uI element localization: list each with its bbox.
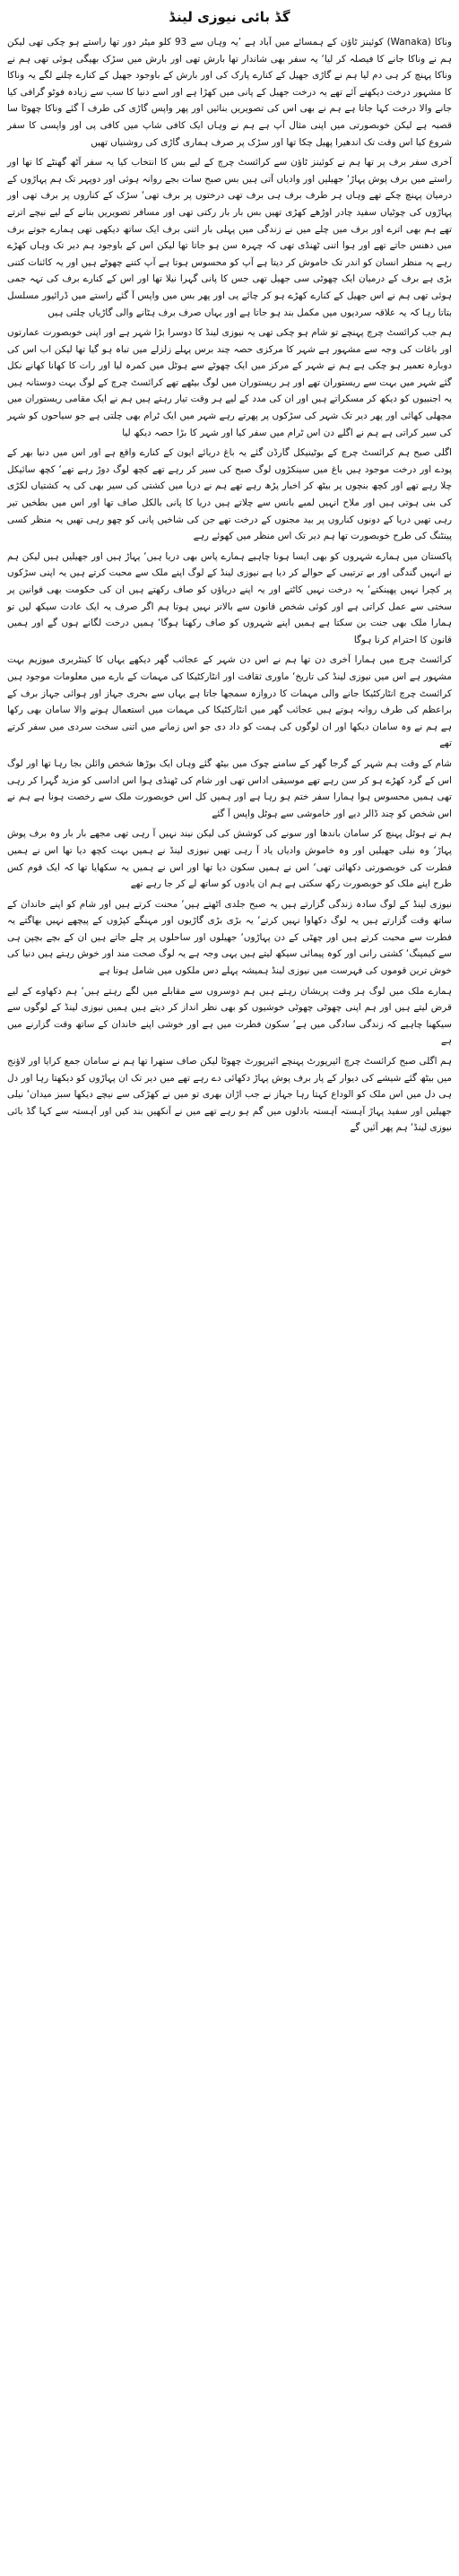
paragraph-6: کرائسٹ چرچ میں ہمارا آخری دن تھا ہم نے اس دن شہر کے عجائب گھر دیکھے یہاں کا کینٹربری میوزیم بہت مشہور ہے اس میں نیوزی لینڈ کی تاریخ‘ ماوری ثقافت اور انٹارکٹیکا کی مہمات کے بارے میں معلومات موجود ہیں کرائسٹ چرچ انٹارکٹیکا جانے والی مہمات کا دروازہ سمجھا جاتا ہے یہاں سے بحری جہاز اور ہوائی جہاز برف کے براعظم کی طرف روانہ ہوتے ہیں عجائب گھر میں انٹارکٹیکا کی مہمات میں استعمال ہونے والا سامان بھی رکھا ہے ہم نے وہ سامان دیکھا اور ان لوگوں کی ہمت کو داد دی جو اس زمانے میں اتنی سخت سردی میں سفر کرتے تھے (7, 654, 452, 749)
article-body (7, 34, 452, 1137)
paragraph-11: ہم اگلی صبح کرائسٹ چرچ ائیرپورٹ پہنچے ائیرپورٹ چھوٹا لیکن صاف ستھرا تھا ہم نے سامان جمع کرایا اور لاؤنج میں بیٹھ گئے شیشے کی دیوار کے پار برف پوش پہاڑ دکھائی دے رہے تھے میں دیر تک ان پہاڑوں کو دیکھتا رہا اور دل ہی دل میں اس ملک کو الوداع کہتا رہا جہاز نے جب اڑان بھری تو میں نے کھڑکی سے نیچے دیکھا سبز میدان‘ نیلی جھیلیں اور سفید پہاڑ آہستہ آہستہ بادلوں میں گم ہو رہے تھے میں نے آنکھیں بند کیں اور آہستہ سے کہا گڈ بائی نیوزی لینڈ‘ ہم پھر آئیں گے (7, 1056, 452, 1134)
paragraph-3: ہم جب کرائسٹ چرچ پہنچے تو شام ہو چکی تھی یہ نیوزی لینڈ کا دوسرا بڑا شہر ہے اور اپنی خوبصورت عمارتوں اور باغات کی وجہ سے مشہور ہے شہر کا مرکزی حصہ چند برس پہلے زلزلے میں تباہ ہو گیا تھا لیکن اب اس کی دوبارہ تعمیر ہو چکی ہے ہم نے شہر کے مرکز میں ایک چھوٹے سے ہوٹل میں کمرہ لیا اور رات کا کھانا کھانے نکل گئے شہر میں بہت سے ریستوران تھے اور ہر ریستوران میں لوگ بیٹھے تھے کرائسٹ چرچ کے لوگ بہت دوستانہ ہیں یہ اجنبیوں کو دیکھ کر مسکراتے ہیں اور ان کی مدد کے لیے ہر وقت تیار رہتے ہیں ہم نے ایک مقامی ریستوران میں مچھلی کھائی اور پھر دیر تک شہر کی سڑکوں پر پھرتے رہے شہر میں ایک ٹرام بھی چلتی ہے جو سیاحوں کو شہر کی سیر کراتی ہے ہم نے اگلے دن اس ٹرام میں سفر کیا اور شہر کا بڑا حصہ دیکھ لیا (7, 327, 452, 438)
paragraph-1: وناکا (Wanaka) کوئینز ٹاؤن کے ہمسائے میں آباد ہے ’یہ وہاں سے 93 کلو میٹر دور تھا راستے ہو چکی تھی لیکن ہم نے وناکا جانے کا فیصلہ کر لیا‘ یہ سفر بھی شاندار تھا بارش تھی اور بارش میں سڑک بھیگی ہوئی تھی ہم نے وناکا پہنچ کر ہی دم لیا ہم نے گاڑی جھیل کے کنارے پارک کی اور بارش کے باوجود جھیل کے کنارے چلنے لگے یہ وناکا کا مشہور درخت دیکھنے آئے تھے یہ درخت جھیل کے پانی میں کھڑا ہے اور اسے دنیا کا سب سے زیادہ فوٹو گرافی کیا جانے والا درخت کہا جاتا ہے ہم نے بھی اس کی تصویریں بنائیں اور پھر واپس گاڑی کی طرف آ گئے وناکا چھوٹا سا قصبہ ہے لیکن خوبصورتی میں اپنی مثال آپ ہے ہم نے وہاں ایک کافی شاپ میں کافی پی اور واپسی کا سفر شروع کیا اس وقت تک اندھیرا پھیل چکا تھا اور سڑک پر صرف ہماری گاڑی کی روشنیاں تھیں (7, 37, 453, 148)
paragraph-5: پاکستان میں ہمارے شہروں کو بھی ایسا ہونا چاہیے ہمارے پاس بھی دریا ہیں‘ پہاڑ ہیں اور جھیلیں ہیں لیکن ہم نے انہیں گندگی اور بے ترتیبی کے حوالے کر دیا ہے نیوزی لینڈ کے لوگ اپنے ملک سے محبت کرتے ہیں یہ اپنی سڑکوں پر کچرا نہیں پھینکتے‘ یہ درخت نہیں کاٹتے اور یہ اپنے دریاؤں کو صاف رکھتے ہیں ان کی حکومت بھی قوانین پر سختی سے عمل کراتی ہے اور کوئی شخص قانون سے بالاتر نہیں ہوتا ہم اگر صرف یہ ایک عادت سیکھ لیں تو ہمارا ملک بھی جنت بن سکتا ہے ہمیں اپنے شہروں کو صاف رکھنا ہوگا‘ ہمیں درخت لگانے ہوں گے اور ہمیں قانون کا احترام کرنا ہوگا (7, 550, 452, 645)
paragraph-2: آخری سفر برف پر تھا ہم نے کوئینز ٹاؤن سے کرائسٹ چرچ کے لیے بس کا انتخاب کیا یہ سفر آٹھ گھنٹے کا تھا اور راستے میں برف پوش پہاڑ‘ جھیلیں اور وادیاں آتی ہیں بس صبح سات بجے روانہ ہوئی اور دوپہر تک ہم پہاڑوں کے درمیان پہنچ چکے تھے وہاں ہر طرف برف ہی برف تھی درختوں پر برف تھی‘ سڑک کے کناروں پر برف تھی اور پہاڑوں کی چوٹیاں سفید چادر اوڑھے کھڑی تھیں بس بار بار رکتی تھی اور مسافر تصویریں بنانے کے لیے نیچے اترتے تھے ہم بھی اترے اور برف میں چلے میں نے زندگی میں پہلی بار اتنی برف ایک ساتھ دیکھی تھی ہمارے جوتے برف میں دھنس جاتے تھے اور ہوا اتنی ٹھنڈی تھی کہ چہرہ سن ہو جاتا تھا لیکن اس کے باوجود ہم دیر تک وہاں کھڑے رہے یہ منظر انسان کو اندر تک خاموش کر دیتا ہے آپ کو محسوس ہوتا ہے آپ کتنے چھوٹے ہیں اور یہ کائنات کتنی بڑی ہے برف کے درمیان ایک چھوٹی سی جھیل تھی جس کا پانی گہرا نیلا تھا اور اس کے کنارے برف کی تہہ جمی ہوئی تھی ہم نے اس جھیل کے کنارے کھڑے ہو کر چائے پی اور پھر بس میں واپس آ گئے راستے میں ڈرائیور مسلسل بتاتا رہا کہ یہ علاقہ سردیوں میں مکمل بند ہو جاتا ہے اور یہاں صرف برف ہٹانے والی گاڑیاں چلتی ہیں (7, 157, 452, 318)
paragraph-4: اگلی صبح ہم کرائسٹ چرچ کے بوٹینیکل گارڈن گئے یہ باغ دریائے ایون کے کنارے واقع ہے اور اس میں دنیا بھر کے پودے اور درخت موجود ہیں باغ میں سینکڑوں لوگ صبح کی سیر کر رہے تھے کچھ لوگ دوڑ رہے تھے‘ کچھ سائیکل چلا رہے تھے اور کچھ بنچوں پر بیٹھ کر اخبار پڑھ رہے تھے ہم نے دریا میں کشتی کی سیر بھی کی یہ کشتیاں لکڑی کی بنی ہوتی ہیں اور ملاح انہیں لمبے بانس سے چلاتے ہیں دریا کا پانی بالکل صاف تھا اور اس میں بطخیں تیر رہی تھیں دریا کے دونوں کناروں پر بید مجنوں کے درخت تھے جن کی شاخیں پانی کو چھو رہی تھیں یہ منظر کسی پینٹنگ کی طرح خوبصورت تھا ہم دیر تک اس منظر میں کھوئے رہے (7, 447, 452, 542)
paragraph-10: ہمارے ملک میں لوگ ہر وقت پریشان رہتے ہیں ہم دوسروں سے مقابلے میں لگے رہتے ہیں‘ ہم دکھاوے کے لیے قرض لیتے ہیں اور ہم اپنی چھوٹی چھوٹی خوشیوں کو بھی نظر انداز کر دیتے ہیں ہمیں نیوزی لینڈ کے لوگوں سے سیکھنا چاہیے کہ زندگی سادگی میں ہے‘ سکون فطرت میں ہے اور خوشی اپنے خاندان کے ساتھ وقت گزارنے میں ہے (7, 985, 452, 1047)
article-title: گڈ بائی نیوزی لینڈ (169, 9, 290, 25)
paragraph-8: ہم نے ہوٹل پہنچ کر سامان باندھا اور سونے کی کوشش کی لیکن نیند نہیں آ رہی تھی مجھے بار بار وہ برف پوش پہاڑ‘ وہ نیلی جھیلیں اور وہ خاموش وادیاں یاد آ رہی تھیں نیوزی لینڈ نے ہمیں بہت کچھ دیا تھا اس نے ہمیں فطرت کی خوبصورتی دکھائی تھی‘ اس نے ہمیں سکون دیا تھا اور اس نے ہمیں یہ سکھایا تھا کہ ایک قوم کس طرح اپنے ملک کو خوبصورت رکھ سکتی ہے ہم ان یادوں کو ساتھ لے کر جا رہے تھے (7, 828, 452, 890)
paragraph-9: نیوزی لینڈ کے لوگ سادہ زندگی گزارتے ہیں یہ صبح جلدی اٹھتے ہیں‘ محنت کرتے ہیں اور شام کو اپنے خاندان کے ساتھ وقت گزارتے ہیں یہ لوگ دکھاوا نہیں کرتے‘ یہ بڑی بڑی گاڑیوں اور مہنگے کپڑوں کے پیچھے نہیں بھاگتے یہ فطرت سے محبت کرتے ہیں اور چھٹی کے دن پہاڑوں‘ جھیلوں اور ساحلوں پر چلے جاتے ہیں ان کے بچے بچپن ہی سے کیمپنگ‘ کشتی رانی اور کوہ پیمائی سیکھ لیتے ہیں یہی وجہ ہے یہ لوگ صحت مند اور خوش رہتے ہیں دنیا کی خوش ترین قوموں کی فہرست میں نیوزی لینڈ ہمیشہ پہلے دس ملکوں میں شامل ہوتا ہے (7, 898, 452, 977)
paragraph-7: شام کے وقت ہم شہر کے گرجا گھر کے سامنے چوک میں بیٹھ گئے وہاں ایک بوڑھا شخص وائلن بجا رہا تھا اور لوگ اس کے گرد کھڑے ہو کر سن رہے تھے موسیقی اداس تھی اور شام کی ٹھنڈی ہوا اس اداسی کو مزید گہرا کر رہی تھی ہمیں محسوس ہوا ہمارا سفر ختم ہو رہا ہے اور ہمیں کل اس خوبصورت ملک سے رخصت ہونا ہے ہم نے اس شخص کو چند ڈالر دیے اور خاموشی سے ہوٹل واپس آ گئے (7, 757, 452, 819)
